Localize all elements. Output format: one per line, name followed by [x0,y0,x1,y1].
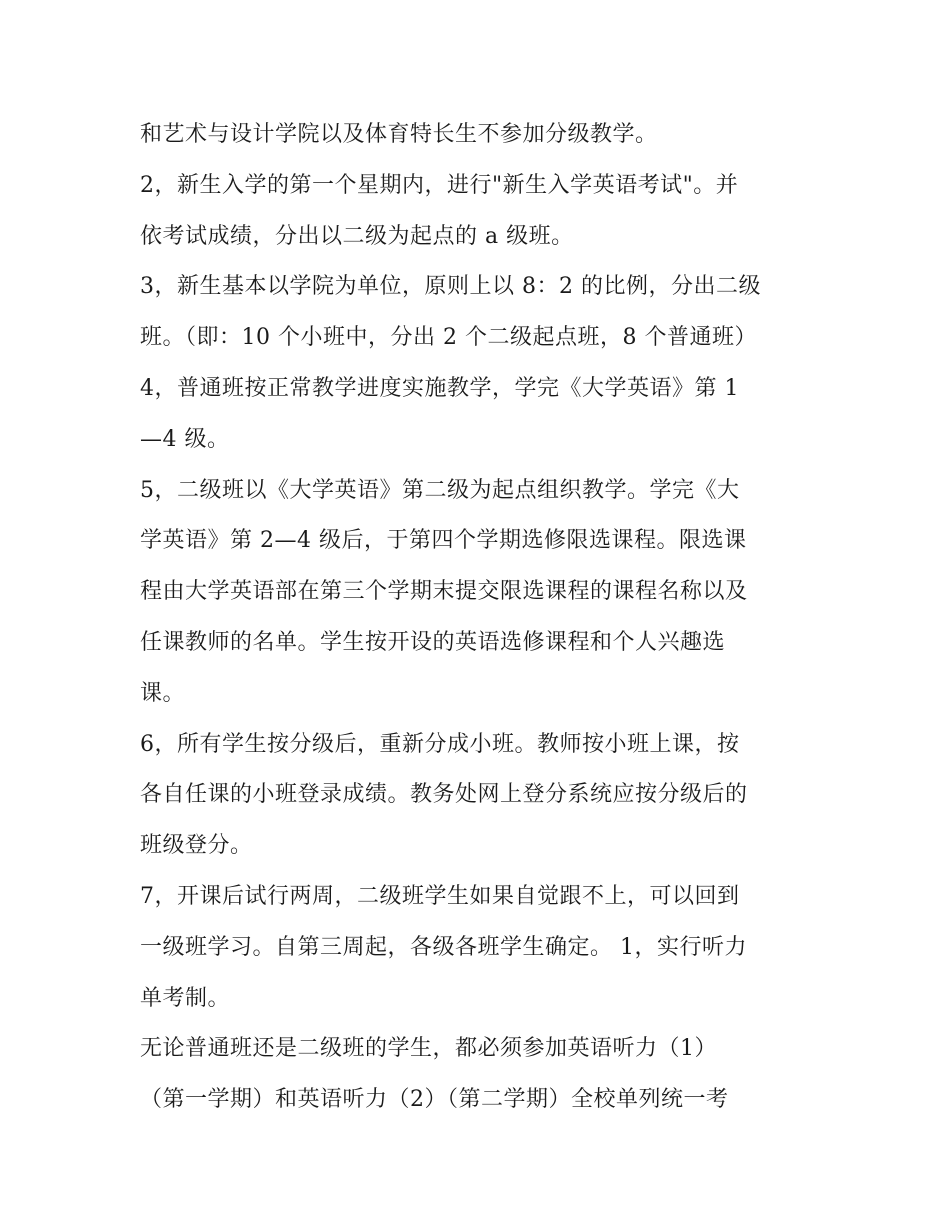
text-line: 无论普通班还是二级班的学生，都必须参加英语听力（1） [140,1036,717,1062]
text-line: 班级登分。 [140,833,253,859]
text-line: 和艺术与设计学院以及体育特长生不参加分级教学。 [140,122,658,147]
text-line: 6，所有学生按分级后，重新分成小班。教师按小班上课，按 [140,731,740,757]
text-line: 一级班学习。自第三周起，各级各班学生确定。 1，实行听力 [140,934,747,960]
text-line: 依考试成绩，分出以二级为起点的 a 级班。 [140,223,574,249]
text-line: —4 级。 [140,426,230,452]
document-body [140,110,830,1126]
text-line: 课。 [140,680,186,706]
text-line: 3，新生基本以学院为单位，原则上以 8：2 的比例，分出二级 [140,274,761,300]
text-line: 5，二级班以《大学英语》第二级为起点组织教学。学完《大 [140,477,740,503]
text-line: 任课教师的名单。学生按开设的英语选修课程和个人兴趣选 [140,629,726,655]
text-line: 2，新生入学的第一个星期内，进行"新生入学英语考试"。并 [140,172,739,198]
text-line: 班。（即：10 个小班中，分出 2 个二级起点班，8 个普通班） [140,325,757,351]
text-line: 4，普通班按正常教学进度实施教学，学完《大学英语》第 1 [140,375,739,401]
text-line: （第一学期）和英语听力（2）（第二学期）全校单列统一考 [140,1087,729,1113]
text-line: 7，开课后试行两周，二级班学生如果自觉跟不上，可以回到 [140,883,740,909]
text-line: 单考制。 [140,985,231,1011]
text-line: 各自任课的小班登录成绩。教务处网上登分系统应按分级后的 [140,782,748,808]
text-line: 程由大学英语部在第三个学期末提交限选课程的课程名称以及 [140,579,748,605]
text-line: 学英语》第 2—4 级后，于第四个学期选修限选课程。限选课 [140,528,747,554]
